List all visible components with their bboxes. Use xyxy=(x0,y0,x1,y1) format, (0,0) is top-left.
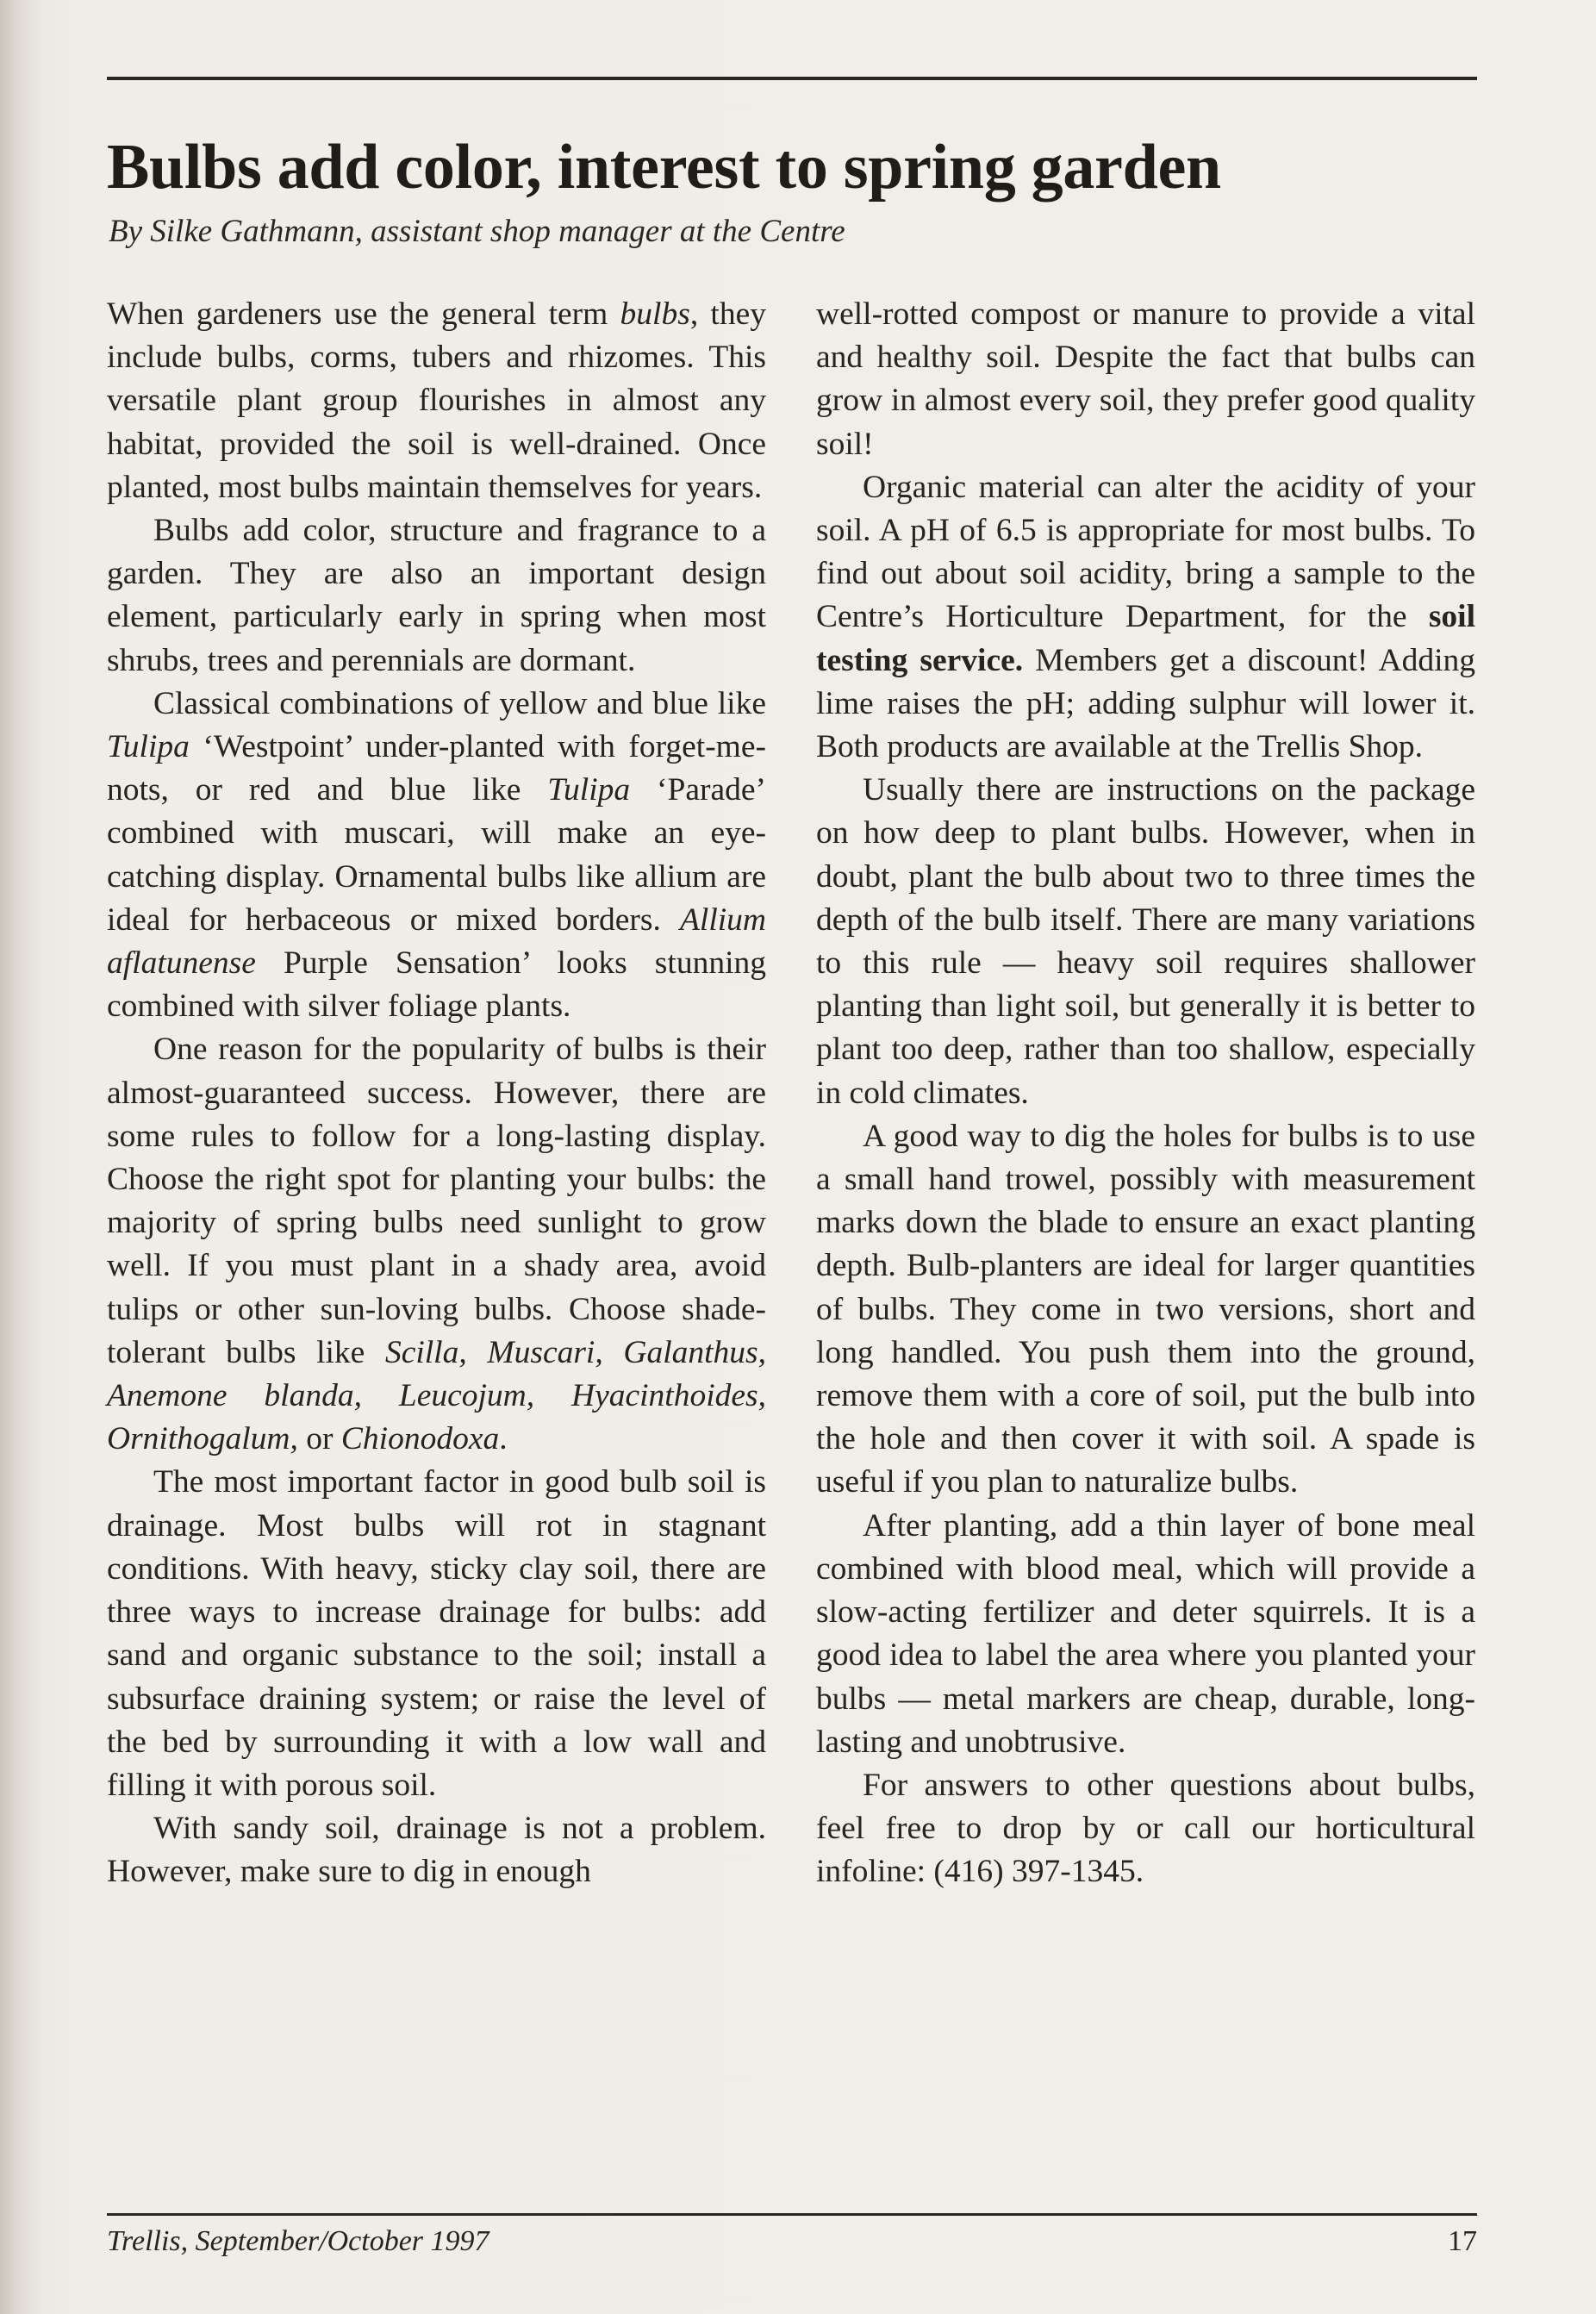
bottom-rule xyxy=(107,2213,1477,2216)
paragraph: After planting, add a thin layer of bone meal combined with blood meal, which will provide a slow-acting fertilizer and deter squirrels. It is a good idea to label the area where you planted your bulbs — metal markers are cheap, durable, long-lasting and unobtrusive. xyxy=(816,1507,1475,1760)
paragraph: For answers to other questions about bulbs, feel free to drop by or call our horticultural infoline: (416) 397-1345. xyxy=(816,1767,1475,1890)
paragraph: Bulbs add color, structure and fragrance to a garden. They are also an important design element, particularly early in spring when most shrubs, trees and perennials are dormant. xyxy=(107,513,766,678)
top-rule xyxy=(107,77,1477,80)
paragraph: well-rotted compost or manure to provide a vital and healthy soil. Despite the fact that bulbs can grow in almost every soil, they prefer good quality soil! xyxy=(816,296,1475,462)
right-column xyxy=(816,293,1475,1894)
paragraph: A good way to dig the holes for bulbs is to use a small hand trowel, possibly with measurement marks down the blade to ensure an exact planting depth. Bulb-planters are ideal for larger quantities of bulbs. They come in two versions, short and long handled. You push them into the ground, remove them with a core of soil, put the bulb into the hole and then cover it with soil. A spade is useful if you plan to naturalize bulbs. xyxy=(816,1118,1475,1500)
soil-testing-service-highlight: soil testing service. xyxy=(816,599,1475,678)
paragraph: The most important factor in good bulb soil is drainage. Most bulbs will rot in stagnant conditions. With heavy, sticky clay soil, there are three ways to increase drainage for bulbs: add sand and organic substance to the soil; install a subsurface draining system; or raise the level of the bed by surrounding it with a low wall and filling it with porous soil. xyxy=(107,1464,766,1803)
paragraph: One reason for the popularity of bulbs is their almost-guaranteed success. However, there are some rules to follow for a long-lasting display. Choose the right spot for planting your bulbs: the majority of spring bulbs need sunlight to grow well. If you must plant in a shady area, avoid tulips or other sun-loving bulbs. Choose shade-tolerant bulbs like Scilla, Muscari, Galanthus, Anemone blanda, Leucojum, Hyacinthoides, Ornithogalum, or Chionodoxa. xyxy=(107,1032,767,1457)
paragraph: Classical combinations of yellow and blue like Tulipa ‘Westpoint’ under-planted with forget-me-nots, or red and blue like Tulipa ‘Parade’ combined with muscari, will make an eye-catching display. Ornamental bulbs like allium are ideal for herbaceous or mixed borders. Allium aflatunense Purple Sensation’ looks stunning combined with silver foliage plants. xyxy=(107,685,766,1025)
paragraph: Organic material can alter the acidity of your soil. A pH of 6.5 is appropriate for most bulbs. To find out about soil acidity, bring a sample to the Centre’s Horticulture Department, for the soil testing service. Members get a discount! Adding lime raises the pH; adding sulphur will lower it. Both products are available at the Trellis Shop. xyxy=(816,469,1476,765)
paragraph: Usually there are instructions on the package on how deep to plant bulbs. However, when in doubt, plant the bulb about two to three times the depth of the bulb itself. There are many variations to this rule — heavy soil requires shallower planting than light soil, but generally it is better to plant too deep, rather than too shallow, especially in cold climates. xyxy=(816,772,1475,1111)
paragraph: When gardeners use the general term bulbs, they include bulbs, corms, tubers and rhizomes. This versatile plant group flourishes in almost any habitat, provided the soil is well-drained. Once planted, most bulbs maintain themselves for years. xyxy=(107,296,766,505)
left-column xyxy=(107,293,766,1894)
article-byline: By Silke Gathmann, assistant shop manager at the Centre xyxy=(109,214,845,249)
article-title: Bulbs add color, interest to spring garden xyxy=(107,132,1221,203)
footer-publication: Trellis, September/October 1997 xyxy=(107,2225,489,2257)
paragraph: With sandy soil, drainage is not a problem. However, make sure to dig in enough xyxy=(107,1811,766,1890)
page-number: 17 xyxy=(1448,2225,1477,2257)
